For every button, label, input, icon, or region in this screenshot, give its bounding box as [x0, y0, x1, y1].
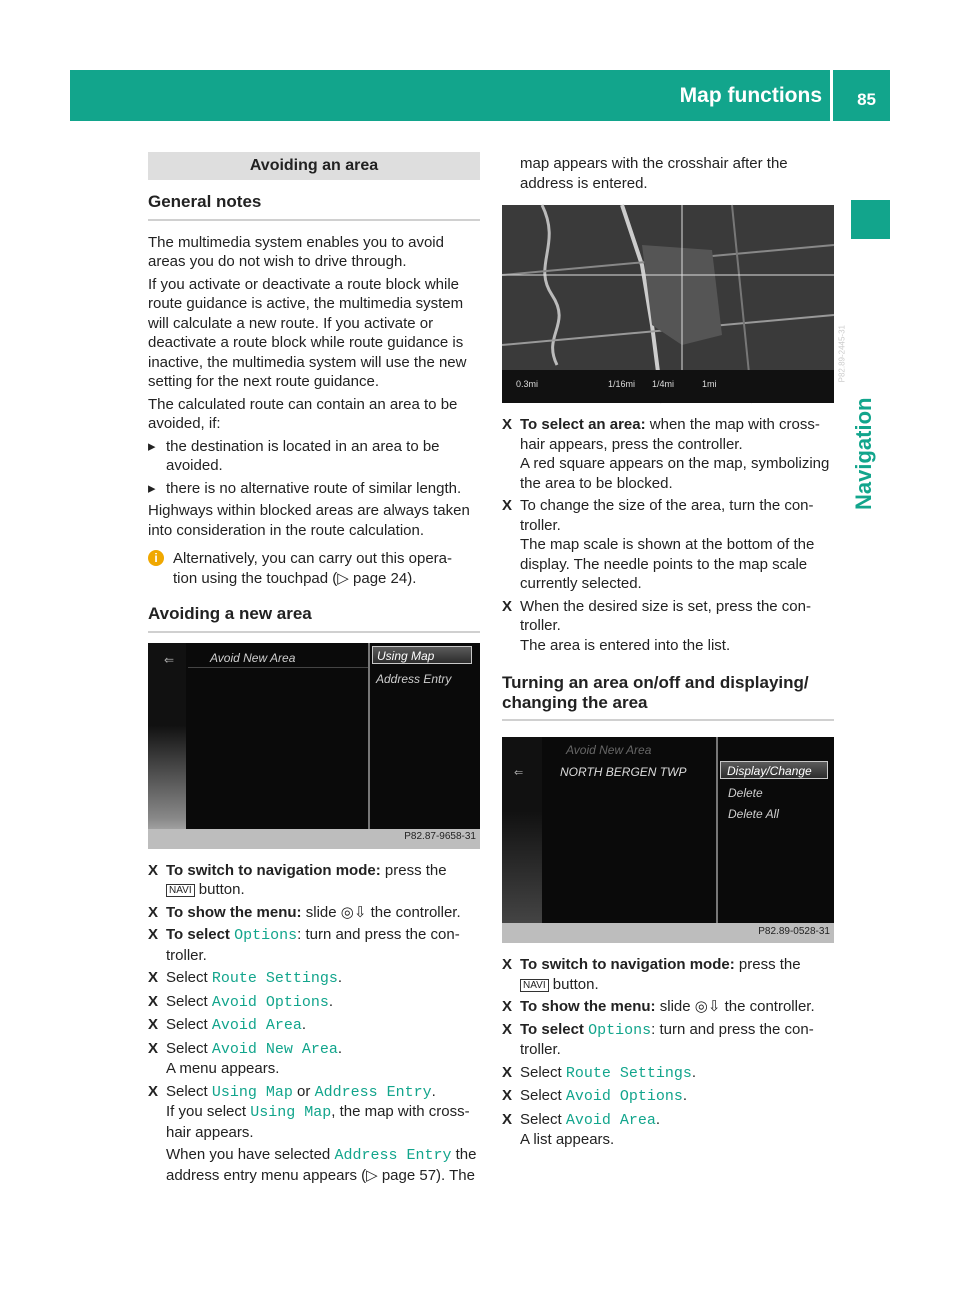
- step: X To select an area: when the map with cross- hair appears, press the controller. A red square appears on the map, symbolizing the area to be blocked.: [502, 416, 830, 492]
- step: X To switch to navigation mode: press the NAVI button.: [148, 861, 447, 898]
- option-address-entry: Address Entry: [376, 671, 452, 686]
- controller-slide-icon: ◎⇩: [340, 903, 367, 921]
- right-column: [502, 152, 846, 1150]
- option-using-map: Using Map: [372, 646, 472, 664]
- page-ref-arrow-icon: ▷: [337, 569, 349, 587]
- list-icon: ⇐: [514, 767, 524, 779]
- option-delete-all: Delete All: [728, 807, 779, 821]
- screen-title: Avoid New Area: [210, 650, 296, 665]
- image-caption: P82.87-9658-31: [404, 831, 476, 842]
- heading-avoiding-new-area: Avoiding a new area: [148, 604, 480, 633]
- page-number: 85: [857, 90, 876, 109]
- image-caption: P82.89-0528-31: [758, 925, 830, 937]
- step: X Select Route Settings.: [502, 1063, 697, 1082]
- map-scale-label: 1/4mi: [652, 379, 675, 389]
- screen-title: Avoid New Area: [566, 743, 652, 757]
- header-separator: [830, 70, 833, 121]
- step: X Select Using Map or Address Entry. If you select Using Map, the map with cross- hair appears. When you have selected Address Entry the address entry menu appears (▷ page 57). The: [148, 1082, 477, 1184]
- image-caption: P82.89-2445-31: [837, 325, 846, 383]
- heading-general-notes: General notes: [148, 192, 480, 221]
- info-note: i Alternatively, you can carry out this opera- tion using the touchpad (▷ page 24).: [148, 549, 480, 588]
- bullet-item: ▸ the destination is located in an area to be avoided.: [148, 437, 480, 476]
- step: X To change the size of the area, turn the con- troller. The map scale is shown at the bottom of the display. The needle points to the map scale currently selected.: [502, 497, 815, 592]
- page-header: [70, 70, 890, 121]
- paragraph: The calculated route can contain an area to be avoided, if:: [148, 395, 458, 432]
- step: X Select Avoid Area.: [148, 1016, 307, 1034]
- step: X Select Avoid New Area. A menu appears.: [148, 1039, 343, 1077]
- chapter-label: Navigation: [851, 397, 876, 510]
- paragraph: The multimedia system enables you to avoid areas you do not wish to drive through.: [148, 233, 444, 270]
- step: X When the desired size is set, press the con- troller. The area is entered into the list.: [502, 597, 811, 654]
- map-scale-label: 0.3mi: [516, 379, 539, 389]
- screenshot-map: [502, 205, 846, 403]
- paragraph: If you activate or deactivate a route block while route guidance is active, the multimedia system will calculate a new route. If you activate or deactivate a route block while route guidance is inactive, the multimedia system will use the new setting for the next route guidance.: [148, 275, 467, 390]
- step: X To select Options: turn and press the con- troller.: [502, 1020, 814, 1058]
- step: X To show the menu: slide ◎⇩ the controller.: [148, 903, 461, 921]
- list-item: NORTH BERGEN TWP: [560, 765, 687, 779]
- controller-slide-icon: ◎⇩: [694, 998, 721, 1015]
- navi-key: NAVI: [166, 884, 195, 897]
- option-delete: Delete: [728, 786, 763, 800]
- bullet-item: ▸ there is no alternative route of similar length.: [148, 479, 480, 499]
- navi-key: NAVI: [520, 979, 549, 992]
- chapter-marker: [851, 200, 890, 239]
- step: X To select Options: turn and press the con- troller.: [148, 926, 460, 964]
- step: X Select Route Settings.: [148, 969, 343, 987]
- step: X Select Avoid Options.: [148, 992, 334, 1011]
- info-icon: i: [148, 550, 164, 566]
- heading-turning-area: Turning an area on/off and displaying/ changing the area: [502, 673, 834, 721]
- back-icon: ⇐: [164, 652, 175, 667]
- section-band: Avoiding an area: [148, 152, 480, 180]
- chapter-tab: [851, 200, 890, 510]
- screenshot-area-list: [502, 737, 834, 943]
- step: X To switch to navigation mode: press the NAVI button.: [502, 956, 801, 993]
- paragraph: map appears with the crosshair after the address is entered.: [520, 155, 788, 192]
- option-display-change: Display/Change: [720, 761, 828, 779]
- step: X Select Avoid Area. A list appears.: [502, 1110, 661, 1148]
- section-title: Map functions: [679, 84, 822, 107]
- map-scale-label: 1/16mi: [608, 379, 636, 389]
- screenshot-avoid-new-area: [148, 643, 480, 849]
- paragraph: Highways within blocked areas are always taken into consideration in the route calculation.: [148, 502, 470, 539]
- step: X To show the menu: slide ◎⇩ the controller.: [502, 998, 815, 1015]
- map-scale-label: 1mi: [702, 379, 717, 389]
- step: X Select Avoid Options.: [502, 1087, 688, 1105]
- left-column: [148, 152, 480, 1185]
